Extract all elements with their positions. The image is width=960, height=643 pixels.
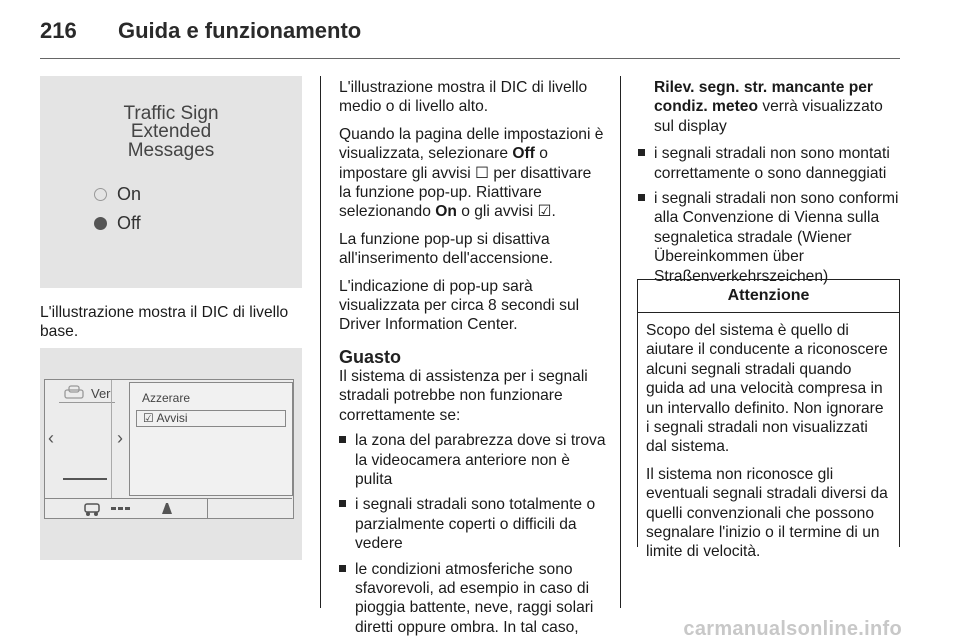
paragraph: L'indicazione di pop-up sarà visualizzata per circa 8 secondi sul Driver Information Center. [339,277,580,334]
column-separator [620,76,621,608]
figure-traffic-sign-settings [40,76,302,288]
paragraph: L'illustrazione mostra il DIC di livello medio o di livello alto. [339,79,588,116]
bullet-icon [339,500,346,507]
bullet-list [339,431,607,637]
right-column [638,78,900,292]
paragraph: Quando la pagina delle impostazioni è visualizzata, selezionare Off o impostare gli avvisi ☐ per disattivare la funzione pop-up. Riattivare selezionando On o gli avvisi ☑. [339,125,604,221]
divider [59,402,115,403]
figure-dic-menu [40,348,302,560]
figure-title-line: Extended [130,121,212,142]
paragraph: Rilev. segn. str. mancante per condiz. meteo verrà visualizzato sul display [654,79,883,135]
warning-box [637,279,900,561]
chevron-left-icon: ‹ [48,428,54,448]
figure-title-line: Messages [127,140,215,161]
bullet-icon [638,149,645,156]
checkbox-checked-icon: ☑ [143,411,157,425]
section-heading: Guasto [339,346,402,367]
settings-menu [129,382,293,496]
option-off-label: Off [117,213,141,233]
dic-screen [44,379,294,519]
header-rule [40,58,900,59]
middle-column [339,78,607,643]
list-item: la zona del parabrezza dove si trova la videocamera anteriore non è pulita [339,431,607,489]
menu-item-label: Avvisi [156,411,188,425]
bullet-icon [339,565,346,572]
camera-car-icon [83,501,105,517]
figure-title-line: Traffic Sign [123,103,219,124]
list-item: i segnali stradali sono totalmente o parzialmente coperti o difficili da vedere [339,495,607,553]
menu-item-alerts [136,410,286,427]
divider [207,499,208,519]
radio-on-icon [94,188,107,201]
dashes-icon [109,505,133,515]
divider [111,380,112,498]
option-on-label: On [117,184,142,204]
bullet-icon [339,436,346,443]
figure-caption: L'illustrazione mostra il DIC di livello base. [40,304,289,341]
bullet-icon [638,194,645,201]
list-item: i segnali stradali non sono montati correttamente o sono danneggiati [638,144,900,183]
divider [63,478,107,480]
warning-paragraph: Il sistema non riconosce gli eventuali segnali stradali diversi da quelli convenzionali che possono segnalare l'inizio o il termine di un limite di velocità. [646,465,888,561]
warning-title: Attenzione [638,280,899,313]
page-title: Guida e funzionamento [118,18,362,43]
lane-icon [159,501,175,517]
column-separator [320,76,321,608]
list-item: i segnali stradali non sono conformi alla Convenzione di Vienna sulla segnaletica stradale (Wiener Übereinkommen über Straßenverkehrszeichen) [638,189,900,286]
paragraph: Il sistema di assistenza per i segnali stradali potrebbe non funzionare correttamente se: [339,367,588,424]
watermark: carmanualsonline.info [683,618,902,640]
menu-item-reset: Azzerare [142,391,191,405]
page-number: 216 [40,18,77,43]
radio-off-icon [94,217,107,230]
warning-paragraph: Scopo del sistema è quello di aiutare il conducente a riconoscere alcuni segnali stradali quando guida ad una velocità compresa in un intervallo definito. Non ignorare i segnali stradali non visualizzati dal sistema. [646,322,888,456]
tab-label: Ver [91,386,111,401]
chevron-right-icon: › [117,428,123,448]
list-item: le condizioni atmosferiche sono sfavorevoli, ad esempio in caso di pioggia battente, neve, raggi solari diretti oppure ombra. In tal caso, [339,560,607,638]
bullet-list [638,144,900,286]
status-bar [45,498,292,519]
paragraph: La funzione pop-up si disattiva all'inserimento dell'accensione. [339,230,553,268]
